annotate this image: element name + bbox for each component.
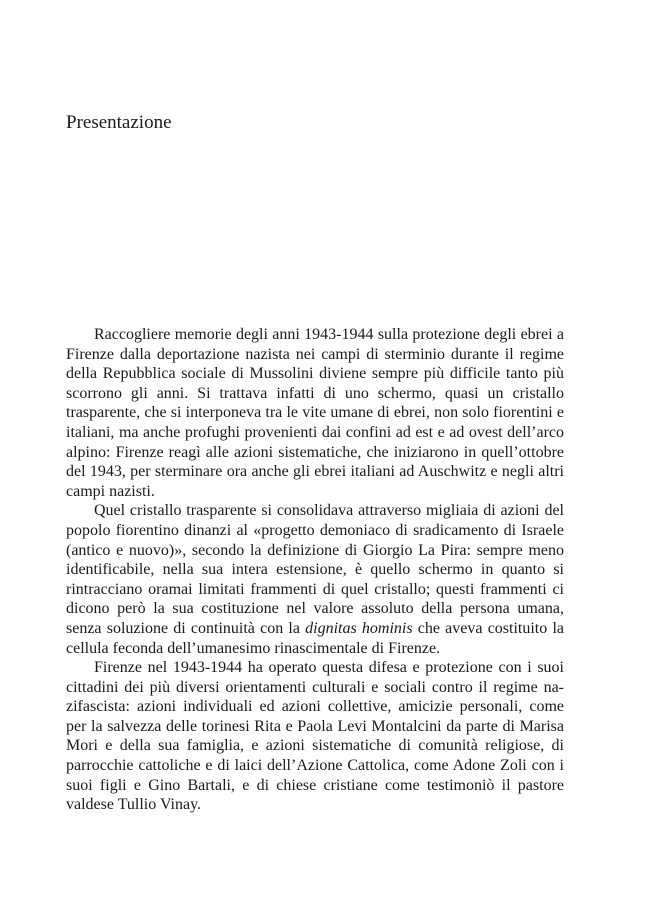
paragraph-1: Raccogliere memorie degli anni 1943-1944 sulla protezione degli ebrei a Firenze dalla deportazione nazista nei campi di sterminio durante il regime della Repubblica sociale di Mussolini diviene sempre più difficile tanto più scorrono gli anni. Si trattava infatti di uno schermo, quasi un cristallo trasparente, che si interponeva tra le vite umane di ebrei, non solo fiorentini e italiani, ma anche profughi provenienti dai confini ad est e ad ovest dell’arco alpino: Firenze reagì alle azioni sistematiche, che iniziarono in quell’ottobre del 1943, per sterminare ora anche gli ebrei italiani ad Auschwitz e negli altri campi nazisti. [66, 326, 564, 500]
paragraph-2-after: che aveva costituito la cellula feconda dell’umanesimo rinascimentale di Firenze. [66, 619, 564, 657]
chapter-title: Presentazione [66, 112, 172, 133]
paragraph-2-before: Quel cristallo trasparente si consolidava attraverso migliaia di azioni del popolo fiorentino dinanzi al «progetto demoniaco di sradicamento di Israele (antico e nuovo)», secondo la definizione di Giorgio La Pira: sempre meno identificabile, nella sua intera estensione, è quello schermo in quanto si rintracciano oramai limitati frammenti di quel cristallo; questi frammenti ci dicono però la sua costituzione nel valore assoluto della persona umana, senza soluzione di continuità con la [66, 502, 564, 637]
paragraph-3: Firenze nel 1943-1944 ha operato questa difesa e protezione con i suoi cittadini dei più diversi orientamenti culturali e sociali contro il regime nazifascista: azioni individuali ed azioni collettive, amicizie personali, come per la salvezza delle torinesi Rita e Paola Levi Montalcini da parte di Marisa Mori e della sua famiglia, e azioni sistematiche di comunità religiose, di parrocchie cattoliche e di laici dell’Azione Cattolica, come Adone Zoli con i suoi figli e Gino Bartali, e di chiese cristiane come testimoniò il pastore valdese Tullio Vinay. [66, 659, 564, 814]
paragraph-2-italic: dignitas hominis [305, 619, 413, 637]
paragraph-2 [66, 501, 564, 658]
body-text [66, 325, 564, 815]
